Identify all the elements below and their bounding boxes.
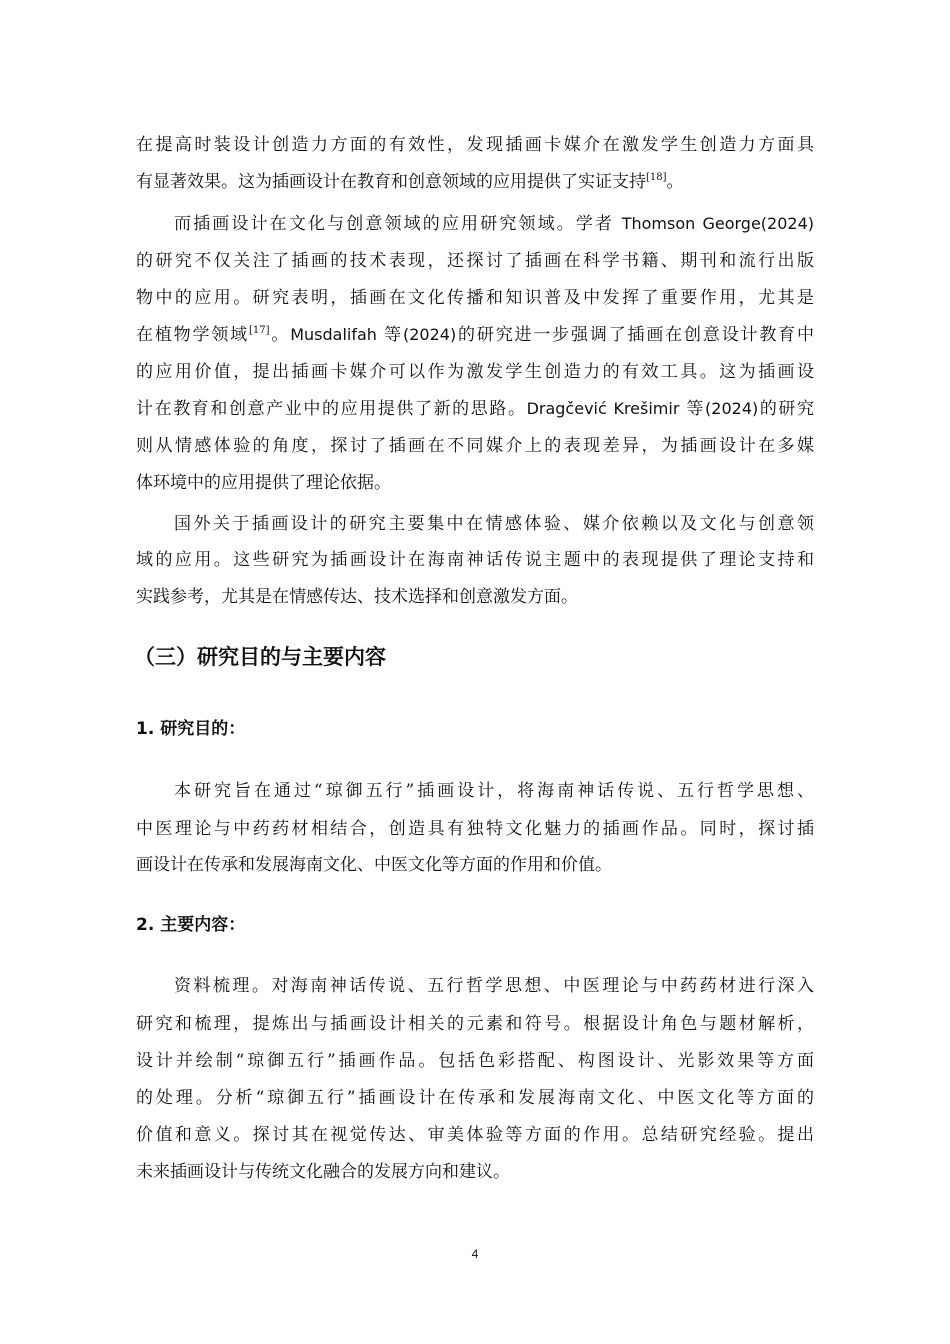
- body-line: 域的应用。这些研究为插画设计在海南神话传说主题中的表现提供了理论支持和: [136, 550, 814, 570]
- body-line: 的研究不仅关注了插画的技术表现，还探讨了插画在科学书籍、期刊和流行出版: [136, 251, 814, 271]
- body-line: 物中的应用。研究表明，插画在文化传播和知识普及中发挥了重要作用，尤其是: [136, 288, 814, 308]
- subsection-heading: 1. 研究目的：: [136, 719, 246, 739]
- author-name: Musdalifah: [290, 325, 377, 344]
- body-text: 等: [679, 399, 706, 419]
- body-line: 本研究旨在通过“琼御五行”插画设计，将海南神话传说、五行哲学思想、: [174, 781, 814, 801]
- body-line: [136, 394, 814, 424]
- citation-ref: [18]: [646, 172, 667, 183]
- body-line: 未来插画设计与传统文化融合的发展方向和建议。: [136, 1162, 510, 1182]
- page-number: 4: [471, 1247, 479, 1261]
- subsection-heading: 2. 主要内容：: [136, 915, 246, 935]
- body-line: 中医理论与中药药材相结合，创造具有独特文化魅力的插画作品。同时，探讨插: [136, 819, 814, 839]
- body-line: 体环境中的应用提供了理论依据。: [136, 473, 391, 493]
- body-line: 的处理。分析“琼御五行”插画设计在传承和发展海南文化、中医文化等方面的: [136, 1088, 814, 1108]
- body-line: 实践参考，尤其是在情感传达、技术选择和创意激发方面。: [136, 587, 578, 607]
- body-text: 等: [376, 325, 403, 345]
- body-line: 在提高时装设计创造力方面的有效性，发现插画卡媒介在激发学生创造力方面具: [136, 135, 814, 155]
- body-line: 国外关于插画设计的研究主要集中在情感体验、媒介依赖以及文化与创意领: [174, 514, 814, 534]
- body-text: 计在教育和创意产业中的应用提供了新的思路。: [136, 399, 527, 419]
- body-line: [136, 320, 814, 350]
- body-line: 则从情感体验的角度，探讨了插画在不同媒介上的表现差异，为插画设计在多媒: [136, 436, 814, 456]
- body-line: 画设计在传承和发展海南文化、中医文化等方面的作用和价值。: [136, 855, 612, 875]
- body-text: 。: [666, 172, 684, 192]
- body-line: 资料梳理。对海南神话传说、五行哲学思想、中医理论与中药药材进行深入: [174, 976, 814, 996]
- body-line: [136, 209, 814, 239]
- body-line: 研究和梳理，提炼出与插画设计相关的元素和符号。根据设计角色与题材解析，: [136, 1014, 814, 1034]
- body-line: [136, 167, 814, 197]
- body-text: 而插画设计在文化与创意领域的应用研究领域。学者: [174, 214, 622, 234]
- body-line: 设计并绘制“琼御五行”插画作品。包括色彩搭配、构图设计、光影效果等方面: [136, 1051, 814, 1071]
- body-text: 在植物学领域: [136, 325, 249, 345]
- citation-ref: [17]: [249, 325, 270, 336]
- author-name: Dragčević Krešimir: [526, 399, 680, 418]
- body-line: 的应用价值，提出插画卡媒介可以作为激发学生创造力的有效工具。这为插画设: [136, 362, 814, 382]
- body-text: 的研究: [758, 399, 815, 419]
- body-line: 价值和意义。探讨其在视觉传达、审美体验等方面的作用。总结研究经验。提出: [136, 1125, 814, 1145]
- section-heading: （三）研究目的与主要内容: [134, 645, 386, 669]
- author-name: Thomson George(2024): [621, 214, 815, 233]
- body-text: 有显著效果。这为插画设计在教育和创意领域的应用提供了实证支持: [136, 172, 646, 192]
- year: (2024): [705, 399, 759, 418]
- body-text: 。: [269, 325, 291, 345]
- year: (2024): [403, 325, 457, 344]
- body-text: 的研究进一步强调了插画在创意设计教育中: [456, 325, 815, 345]
